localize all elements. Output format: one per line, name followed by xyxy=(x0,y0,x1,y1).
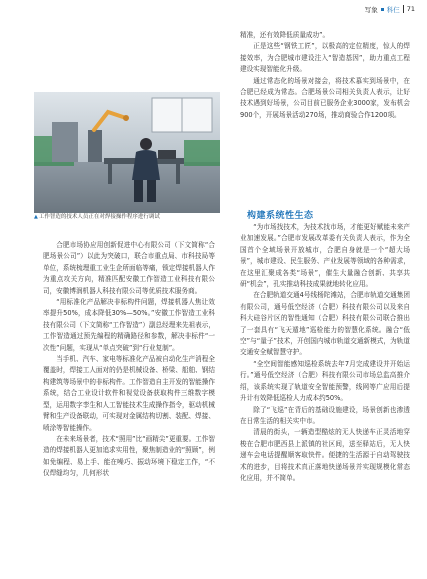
paragraph: 在合肥轨道交通4号线杨陀滩站，合肥市轨道交通集团有限公司，通号低空经济（合肥）科技有限公司以及来自科大硅谷片区的智性通知（合肥）科技有限公司联合推出了一套具有“飞天遁地”巡检能力的智慧化系统。融合“低空”与“量子”技术，开创国内城市轨道交通新模式，为轨道交通安全赋智慧守护。 xyxy=(240,291,410,357)
paragraph: 除了“飞巡”在背后的基础设施建设，场景创新也渗透在日常生活的相关实中市。 xyxy=(240,405,410,425)
paragraph: 在未来场景者，技术“照用”比“画精尖”更重要。工作智造的焊接机器人更加追求实用性，聚焦制造业的“照顾”，例如免编程、易上手、能在噪巧、振动环境下稳定工作，“不仅焊缝均匀，几何形状 xyxy=(43,434,215,478)
paragraph: “为市场找技术，为技术找市场，才能更好赋能未来产业加速发展。”合肥市发展改革委有关负责人表示，作为全国首个全域场景开放城市，合肥自身就是一个“超大场景”，城市建设、民生服务、产业发展等领域的各种需求，在这里汇聚成各类“场景”，催生大量融合创新、共享共研“机会”，孔实推动科技成果就地转化应用。 xyxy=(240,223,410,289)
page-number: 71 xyxy=(406,5,415,13)
factory-photo-illustration xyxy=(34,92,220,213)
caption-triangle-icon: ▲ xyxy=(34,214,38,220)
header-subsection: 科仨 xyxy=(386,5,400,14)
right-column-bottom xyxy=(240,222,410,484)
paragraph: 合肥市场协应用创新促进中心有限公司（下文简称“合肥场景公司”）以此为突破口，联合市重点局、市科技局等单位，系统梳理重工业生企所面临等痛，锁定焊接机器人作为重点攻关方向，精准匹配安徽工作智造工业科技有限公司，安徽博润机器人科技有限公司等优质技术服务商。 xyxy=(43,241,215,295)
header-square-icon xyxy=(381,8,384,11)
header-section: 写象 xyxy=(364,5,378,14)
right-column-top xyxy=(240,30,410,121)
left-column xyxy=(43,240,215,480)
paragraph: 清晨的街头，一辆造型酷炫的无人快递车正灵活地穿梭在合肥市肥西县上派镇的社区间，送至驿站后，无人快递车会电话提醒顺客取快件。便捷的生活源于自动驾驶技术的进步，目将技术真正落地快递场景并实现规模化常态化应用，并不简单。 xyxy=(240,428,410,482)
paragraph: 精准，还有效降低质量成功”。 xyxy=(240,31,330,39)
running-header xyxy=(365,3,415,15)
photo-caption-text: 工作智造的技术人员正在对焊接操作程序进行调试 xyxy=(38,214,160,220)
section-heading: 构建系统性生态 xyxy=(247,211,314,221)
header-divider xyxy=(403,5,404,13)
paragraph: “全空间智能感知巡检系统去年7月完成建设并开始运行。”通号低空经济（合肥）科技有限公司市场总监高推介绍，该系统实现了轨道安全智能预警，线网等广应用后提升计有效降低巡检人力成本约50%。 xyxy=(240,359,410,403)
factory-photo xyxy=(34,92,220,213)
paragraph: 通过常态化的场景对接会，将技术慕实到场景中，在合肥已经成为常态。合肥场景公司相关负责人表示，让好技术遇到好场景，公司目前已服务企业3000家，发布机会900个，开展场景活动270场，推动商验合作1200项。 xyxy=(240,76,410,119)
photo-caption xyxy=(34,214,234,221)
paragraph: “用标准化产品解决非标构件问题，焊接机器人焦让效率提升50%，成本降低30%—50%。”安徽工作智造工业科技有限公司（下文简称“工作智造”）副总经理来先祖表示，工作智造通过预先编程的精确路径和参数，解决非标件“一次性”问题，实现从“单点突破”到“行业复制”。 xyxy=(43,298,215,352)
paragraph: 当手机、汽车、家电等标准化产品被自动化生产消程全覆盖时，焊接工人面对的仍是机械设备、桥梁、船舶、钢结构建筑等场景中的非标构件。工作智造自主开发的智能操作系统，结合工业设计软件和视觉设备获取构件三维数字模型，运用数字孪生和人工智能技术生成操作指令，驱动机械臂和生产设备联动，可实现对金属结构切割、装配、焊接、喷涂等智能操作。 xyxy=(43,355,215,432)
paragraph: 正是这些“钢铁工匠”，以极高的定位精度，惊人的焊接效率，为合肥城市建设注入“智造基因”，助力重点工程建设实现智能化升级。 xyxy=(240,42,410,74)
